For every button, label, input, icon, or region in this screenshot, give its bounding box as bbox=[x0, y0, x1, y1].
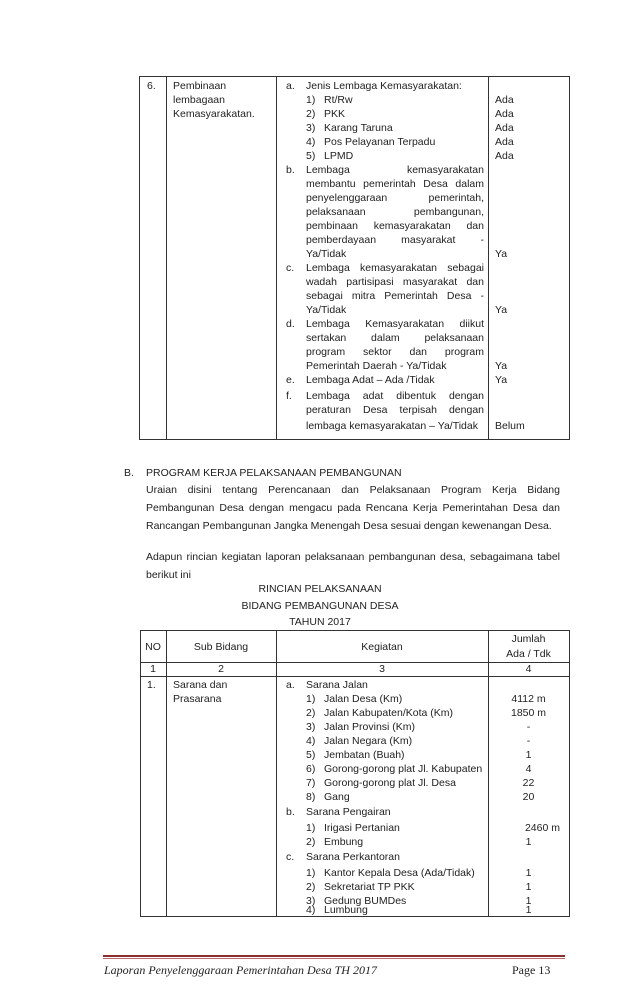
item-num: 1) bbox=[306, 94, 316, 106]
item-text: Karang Taruna bbox=[324, 122, 393, 134]
item-line: Lembaga Kemasyarakatan diikut bbox=[306, 318, 484, 330]
header-sub-bidang: Sub Bidang bbox=[193, 641, 249, 653]
item-text: LPMD bbox=[324, 150, 354, 162]
item-value: - bbox=[526, 721, 531, 733]
center-title: RINCIAN PELAKSANAAN bbox=[258, 583, 382, 595]
item-text: Lumbung bbox=[324, 904, 368, 916]
item-letter: c. bbox=[286, 262, 295, 274]
table1-aspek: Pembinaan bbox=[173, 80, 227, 92]
paragraph-line: Pembangunan Desa dengan mengacu pada Rencana Kerja Pemerintahan Desa dan bbox=[146, 502, 560, 514]
item-num: 3) bbox=[306, 895, 316, 907]
item-value: Ya bbox=[495, 360, 508, 372]
item-line: peraturan Desa terpisah dengan bbox=[306, 404, 484, 416]
item-letter: e. bbox=[286, 374, 295, 386]
item-letter: f. bbox=[286, 390, 292, 402]
item-num: 3) bbox=[306, 122, 316, 134]
item-title: Sarana Jalan bbox=[306, 679, 368, 691]
item-num: 5) bbox=[306, 749, 316, 761]
item-value: 22 bbox=[522, 777, 535, 789]
item-line: sebagai mitra Pemerintah Desa - bbox=[306, 290, 484, 302]
item-value: 1 bbox=[525, 749, 532, 761]
item-value: Ya bbox=[495, 304, 508, 316]
item-line: program sektor dan program bbox=[306, 346, 484, 358]
item-num: 4) bbox=[306, 136, 316, 148]
item-letter: c. bbox=[286, 851, 295, 863]
item-letter: a. bbox=[286, 80, 295, 92]
item-line: sertakan dalam pelaksanaan bbox=[306, 332, 484, 344]
column-number: 1 bbox=[150, 663, 156, 675]
item-text: Embung bbox=[324, 836, 364, 848]
item-text: Jalan Desa (Km) bbox=[324, 693, 403, 705]
item-value: 1850 m bbox=[510, 707, 547, 719]
center-title: BIDANG PEMBANGUNAN DESA bbox=[241, 600, 399, 612]
item-text: Jalan Kabupaten/Kota (Km) bbox=[324, 707, 453, 719]
item-text: Gorong-gorong plat Jl. Kabupaten bbox=[324, 763, 483, 775]
item-value: 4 bbox=[525, 763, 532, 775]
item-text: Rt/Rw bbox=[324, 94, 353, 106]
item-num: 6) bbox=[306, 763, 316, 775]
item-line: pembinaan kemasyarakatan dan bbox=[306, 220, 484, 232]
item-line: Ya/Tidak bbox=[306, 304, 347, 316]
header-kegiatan: Kegiatan bbox=[361, 641, 403, 653]
item-line: Lembaga kemasyarakatan bbox=[306, 164, 484, 176]
item-text: Jembatan (Buah) bbox=[324, 749, 405, 761]
item-title: Sarana Perkantoran bbox=[306, 851, 400, 863]
item-value: 1 bbox=[525, 836, 532, 848]
item-num: 1) bbox=[306, 693, 316, 705]
item-value: Belum bbox=[495, 420, 525, 432]
item-num: 2) bbox=[306, 836, 316, 848]
item-letter: b. bbox=[286, 164, 295, 176]
item-value: Ada bbox=[495, 136, 514, 148]
item-line: Lembaga kemasyarakatan sebagai bbox=[306, 262, 484, 274]
table1-no: 6. bbox=[147, 80, 156, 92]
center-title: TAHUN 2017 bbox=[289, 616, 351, 628]
item-value: Ada bbox=[495, 94, 514, 106]
item-text: Kantor Kepala Desa (Ada/Tidak) bbox=[324, 867, 475, 879]
item-line: penyelenggaraan pemerintah, bbox=[306, 192, 484, 204]
page-number: Page 13 bbox=[512, 963, 551, 977]
sub-bidang: Sarana dan bbox=[173, 679, 228, 691]
footer-rule-thin bbox=[103, 958, 565, 959]
paragraph-line: Adapun rincian kegiatan laporan pelaksanaan pembangunan desa, sebagaimana tabel bbox=[146, 551, 560, 563]
column-number: 3 bbox=[379, 663, 385, 675]
item-text: Gorong-gorong plat Jl. Desa bbox=[324, 777, 456, 789]
item-num: 4) bbox=[306, 735, 316, 747]
item-num: 8) bbox=[306, 791, 316, 803]
footer-rule bbox=[103, 955, 565, 957]
item-text: PKK bbox=[324, 108, 346, 120]
item-num: 7) bbox=[306, 777, 316, 789]
item-num: 4) bbox=[306, 904, 316, 916]
column-number: 2 bbox=[218, 663, 224, 675]
item-num: 3) bbox=[306, 721, 316, 733]
item-value: 1 bbox=[525, 904, 532, 916]
item-line: wadah partisipasi masyarakat dan bbox=[306, 276, 484, 288]
item-line: lembaga kemasyarakatan – Ya/Tidak bbox=[306, 420, 478, 432]
item-text: Jalan Negara (Km) bbox=[324, 735, 413, 747]
item-letter: d. bbox=[286, 318, 295, 330]
table1-aspek: lembagaan bbox=[173, 94, 225, 106]
paragraph-line: Uraian disini tentang Perencanaan dan Pelaksanaan Program Kerja Bidang bbox=[146, 484, 560, 496]
item-value: 1 bbox=[525, 881, 532, 893]
item-letter: b. bbox=[286, 806, 295, 818]
item-num: 1) bbox=[306, 822, 316, 834]
item-text: Sekretariat TP PKK bbox=[324, 881, 415, 893]
item-value: - bbox=[526, 735, 531, 747]
item-num: 2) bbox=[306, 881, 316, 893]
header-no: NO bbox=[145, 641, 161, 653]
item-value: Ada bbox=[495, 108, 514, 120]
sub-bidang: Prasarana bbox=[173, 693, 222, 705]
item-value: 2460 m bbox=[524, 822, 560, 834]
item-text: Irigasi Pertanian bbox=[324, 822, 400, 834]
item-value: Ya bbox=[495, 248, 508, 260]
item-text: Gang bbox=[324, 791, 350, 803]
item-title: Sarana Pengairan bbox=[306, 806, 391, 818]
item-text: Jalan Provinsi (Km) bbox=[324, 721, 416, 733]
item-line: Pemerintah Daerah - Ya/Tidak bbox=[306, 360, 447, 372]
item-letter: a. bbox=[286, 679, 295, 691]
item-num: 2) bbox=[306, 707, 316, 719]
item-num: 1) bbox=[306, 867, 316, 879]
column-number: 4 bbox=[525, 663, 532, 675]
item-value: 1 bbox=[525, 895, 532, 907]
item-value: 4112 m bbox=[511, 693, 546, 705]
paragraph-line: Rancangan Pembangunan Jangka Menengah Desa sesuai dengan kewenangan Desa. bbox=[146, 520, 552, 532]
header-jumlah: Jumlah bbox=[511, 633, 546, 645]
paragraph-line: berikut ini bbox=[146, 569, 191, 581]
table1-aspek: Kemasyarakatan. bbox=[173, 108, 255, 120]
item-value: Ada bbox=[495, 150, 514, 162]
item-line: pelaksanaan pembangunan, bbox=[306, 206, 484, 218]
item-line: pemberdayaan masyarakat - bbox=[306, 234, 484, 246]
item-value: Ada bbox=[495, 122, 514, 134]
item-num: 2) bbox=[306, 108, 316, 120]
item-value: Ya bbox=[495, 374, 508, 386]
footer-title: Laporan Penyelenggaraan Pemerintahan Desa TH 2017 bbox=[104, 963, 377, 977]
item-line: Lembaga adat dibentuk dengan bbox=[306, 390, 484, 402]
section-title: PROGRAM KERJA PELAKSANAAN PEMBANGUNAN bbox=[146, 467, 402, 479]
item-num: 5) bbox=[306, 150, 316, 162]
item-title: Jenis Lembaga Kemasyarakatan: bbox=[306, 80, 462, 92]
header-ada-tdk: Ada / Tdk bbox=[506, 648, 551, 660]
item-line: Lembaga Adat – Ada /Tidak bbox=[306, 374, 435, 386]
row-no: 1. bbox=[147, 679, 156, 691]
item-value: 20 bbox=[522, 791, 535, 803]
item-value: 1 bbox=[525, 867, 532, 879]
section-letter: B. bbox=[124, 467, 134, 479]
item-line: Ya/Tidak bbox=[306, 248, 347, 260]
item-line: membantu pemerintah Desa dalam bbox=[306, 178, 484, 190]
item-text: Gedung BUMDes bbox=[324, 895, 407, 907]
item-text: Pos Pelayanan Terpadu bbox=[324, 136, 436, 148]
